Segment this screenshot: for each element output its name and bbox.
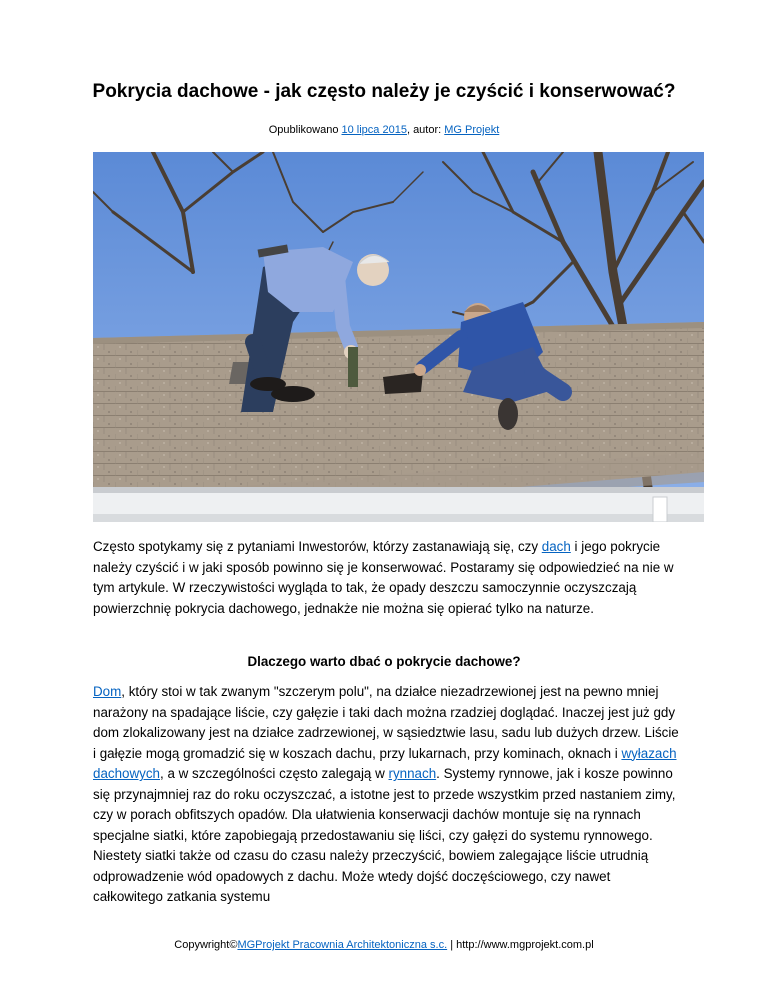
author-prefix: , autor:: [406, 124, 445, 136]
roof-workers-photo: [93, 152, 704, 522]
link-dom[interactable]: Dom: [93, 684, 122, 699]
link-dach[interactable]: dach: [541, 539, 571, 554]
body-text-2: , a w szczególności często zalegają w: [160, 766, 389, 781]
link-wylazy-dachowe[interactable]: wyłazach dachowych: [93, 745, 677, 781]
author-link[interactable]: MG Projekt: [444, 124, 500, 136]
date-link[interactable]: 10 lipca 2015: [341, 124, 407, 136]
page-footer: [0, 938, 768, 952]
published-prefix: Opublikowano: [268, 124, 342, 136]
link-rynny[interactable]: rynnach: [388, 766, 437, 781]
footer-company-link[interactable]: MGProjekt Pracownia Architektoniczna s.c.: [237, 939, 448, 951]
section-heading: Dlaczego warto dbać o pokrycie dachowe?: [247, 654, 521, 669]
article-title: Pokrycia dachowe - jak często należy je czyścić i konserwować?: [92, 81, 676, 102]
footer-prefix: Copywright©: [174, 939, 238, 951]
article-meta: [0, 123, 768, 137]
body-paragraph: [93, 682, 683, 908]
intro-paragraph: [93, 537, 683, 619]
footer-separator: |: [447, 939, 457, 951]
intro-text-2: i jego pokrycie należy czyścić i w jaki sposób powinno się je konserwować. Postaramy się odpowiedzieć na nie w tym artykule. W rzeczywistości wygląda to tak, że opady deszczu samoczynnie oczyszczają powierzchnię pokrycia dachowego, jednakże nie można się opierać tylko na naturze.: [93, 539, 674, 616]
body-text-3: . Systemy rynnowe, jak i kosze powinno się przynajmniej raz do roku oczyszczać, a istotne jest to przede wszystkim przed nastaniem zimy, czy w porach obfitszych opadów. Dla ułatwienia konserwacji dachów montuje się na rynnach specjalne siatki, które zapobiegają przedostawaniu się liści, czy gałęzi do systemu rynnowego. Niestety siatki także od czasu do czasu należy przeczyścić, bowiem zalegające liście utrudnią odprowadzenie wód opadowych z dachu. Może wtedy dojść doczęściowego, czy nawet całkowitego zatkania systemu: [93, 766, 676, 904]
body-text-1: , który stoi w tak zwanym "szczerym polu", na działce niezadrzewionej jest na pewno mniej narażony na spadające liście, czy gałęzie i taki dach można rzadziej doglądać. Inaczej jest już gdy dom zlokalizowany jest na działce zadrzewionej, w sąsiedztwie lasu, sadu lub dużych drzew. Liście i gałęzie mogą gromadzić się w koszach dachu, przy lukarnach, przy kominach, oknach i: [93, 684, 679, 761]
footer-url: http://www.mgprojekt.com.pl: [456, 939, 594, 951]
intro-text-1: Często spotykamy się z pytaniami Inwestorów, którzy zastanawiają się, czy: [93, 539, 542, 554]
